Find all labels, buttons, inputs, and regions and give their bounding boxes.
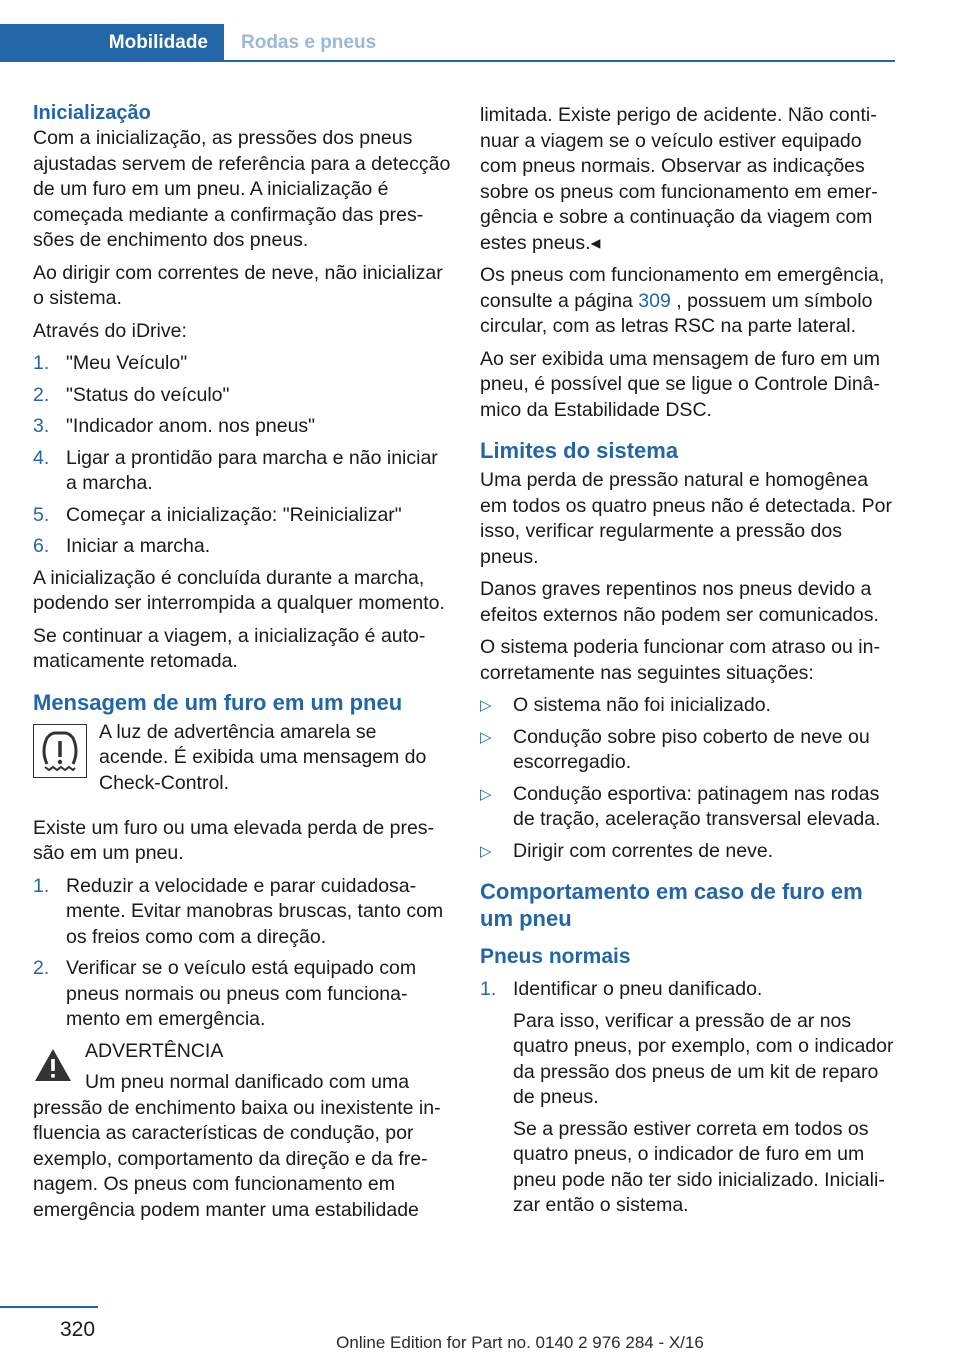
paragraph: Ao ser exibida uma mensagem de furo em um pneu, é possível que se ligue o Controle Dinâmico da Estabilidade DSC. xyxy=(480,347,881,421)
step-number: 5. xyxy=(33,503,50,526)
bullet-text: O sistema não foi inicializado. xyxy=(513,694,771,716)
step-number: 6. xyxy=(33,535,50,557)
warning-block xyxy=(33,1039,451,1065)
step-detail: Para isso, verificar a pressão de ar nos quatro pneus, por exemplo, com o indicador da pressão dos pneus de um kit de reparo de pneus. xyxy=(513,1009,894,1108)
paragraph xyxy=(480,263,895,340)
step-number: 2. xyxy=(33,383,50,406)
list-item xyxy=(33,414,451,440)
text: , possuem um símbolo circular, com as letras RSC na parte lateral. xyxy=(480,289,873,337)
paragraph: Danos graves repentinos nos pneus devido a efeitos externos não podem ser comunicados. xyxy=(480,578,879,626)
subsection-title-pneus-normais: Pneus normais xyxy=(480,945,631,968)
list-item xyxy=(480,839,895,865)
list-item xyxy=(480,725,895,776)
step-number: 2. xyxy=(33,957,50,979)
step-detail: Se a pressão estiver correta em todos os quatro pneus, o indicador de furo em um pneu pode não ter sido inicializado. Inicializar então o sistema. xyxy=(513,1117,885,1216)
warning-label: ADVERTÊNCIA xyxy=(85,1039,224,1062)
list-item xyxy=(33,534,451,560)
tire-pressure-warning-icon xyxy=(33,724,87,778)
step-text: Ligar a prontidão para marcha e não iniciar a marcha. xyxy=(66,446,438,494)
bullet-text: Condução esportiva: patinagem nas rodas de tração, aceleração transversal elevada. xyxy=(513,782,881,830)
section-title-mensagem-furo: Mensagem de um furo em um pneu xyxy=(33,689,403,715)
paragraph: limitada. Existe perigo de acidente. Não continuar a viagem se o veículo estiver equipado com pneus normais. Observar as indicações sobre os pneus com funcionamento em emergência e sobre a continuação da viagem com estes pneus.◂ xyxy=(480,104,878,254)
paragraph: Se continuar a viagem, a inicialização é automaticamente retomada. xyxy=(33,624,426,672)
tab-rodas-e-pneus[interactable]: Rodas e pneus xyxy=(241,32,377,53)
warning-light-block xyxy=(33,720,451,810)
step-text: Identificar o pneu danificado. xyxy=(513,978,763,1000)
section-title-inicializacao: Inicialização xyxy=(33,102,151,124)
bullet-triangle-icon: ▷ xyxy=(480,842,492,860)
step-text: "Indicador anom. nos pneus" xyxy=(66,415,316,437)
step-text: Reduzir a velocidade e parar cuidadosamente. Evitar manobras bruscas, tanto com os freios como com a direção. xyxy=(66,874,444,948)
header-rule xyxy=(224,60,895,62)
warning-light-text: A luz de advertência amarela se acende. É exibida uma mensagem do Check-Control. xyxy=(99,720,427,794)
right-column xyxy=(480,103,895,1225)
paragraph: Com a inicialização, as pressões dos pneus ajustadas servem de referência para a detecção de um furo em um pneu. A inicialização é começada mediante a confirmação das pressões de enchimento dos pneus. xyxy=(33,127,451,251)
situations-list xyxy=(480,693,895,864)
paragraph: Através do iDrive: xyxy=(33,319,187,342)
bullet-text: Condução sobre piso coberto de neve ou escorregadio. xyxy=(513,725,870,773)
left-column xyxy=(33,100,451,1223)
warning-text: Um pneu normal danificado com uma pressão de enchimento baixa ou inexistente influencia as características de condução, por exemplo, comportamento da direção e da frenagem. Os pneus com funcionamento em emergência podem manter uma estabilidade xyxy=(33,1071,441,1221)
step-number: 1. xyxy=(33,874,50,897)
idrive-steps-list xyxy=(33,351,451,560)
text: Os pneus com funcionamento em emergência, consulte a página xyxy=(480,264,885,312)
list-item xyxy=(33,383,451,409)
paragraph: Ao dirigir com correntes de neve, não inicializar o sistema. xyxy=(33,261,443,309)
step-text: Começar a inicialização: "Reinicializar" xyxy=(66,503,402,526)
step-text: Verificar se o veículo está equipado com pneus normais ou pneus com funcionamento em emergência. xyxy=(66,957,417,1030)
bullet-triangle-icon: ▷ xyxy=(480,728,492,746)
list-item xyxy=(33,874,451,951)
step-number: 1. xyxy=(33,352,50,374)
page-reference-link[interactable]: 309 xyxy=(638,289,671,312)
puncture-steps-list xyxy=(33,874,451,1033)
page-number-rule xyxy=(0,1306,98,1308)
list-item xyxy=(480,782,895,833)
header-tabbar xyxy=(0,24,895,62)
normal-tire-steps-list xyxy=(480,977,895,1219)
tab-mobilidade[interactable]: Mobilidade xyxy=(0,24,224,62)
section-title-limites: Limites do sistema xyxy=(480,438,679,463)
step-number: 1. xyxy=(480,978,497,1000)
section-title-comportamento: Comportamento em caso de furo em um pneu xyxy=(480,879,863,931)
list-item xyxy=(480,693,895,719)
list-item xyxy=(33,351,451,377)
page-number: 320 xyxy=(60,1318,96,1341)
step-number: 4. xyxy=(33,446,50,469)
step-text: "Meu Veículo" xyxy=(66,352,188,374)
paragraph: A inicialização é concluída durante a marcha, podendo ser interrompida a qualquer momento. xyxy=(33,566,445,614)
list-item xyxy=(33,956,451,1033)
bullet-triangle-icon: ▷ xyxy=(480,785,492,803)
list-item xyxy=(33,503,451,529)
bullet-text: Dirigir com correntes de neve. xyxy=(513,839,774,862)
paragraph: Uma perda de pressão natural e homogênea em todos os quatro pneus não é detectada. Por isso, verificar regularmente a pressão dos pneus. xyxy=(480,469,892,568)
step-number: 3. xyxy=(33,415,50,437)
list-item xyxy=(33,446,451,497)
bullet-triangle-icon: ▷ xyxy=(480,697,492,714)
list-item xyxy=(480,977,895,1219)
step-text: "Status do veículo" xyxy=(66,383,230,406)
paragraph: Existe um furo ou uma elevada perda de pressão em um pneu. xyxy=(33,816,435,864)
warning-triangle-icon xyxy=(33,1047,73,1083)
paragraph: O sistema poderia funcionar com atraso ou incorretamente nas seguintes situações: xyxy=(480,636,880,684)
footer-edition: Online Edition for Part no. 0140 2 976 284 - X/16 xyxy=(336,1333,704,1352)
step-text: Iniciar a marcha. xyxy=(66,535,211,557)
